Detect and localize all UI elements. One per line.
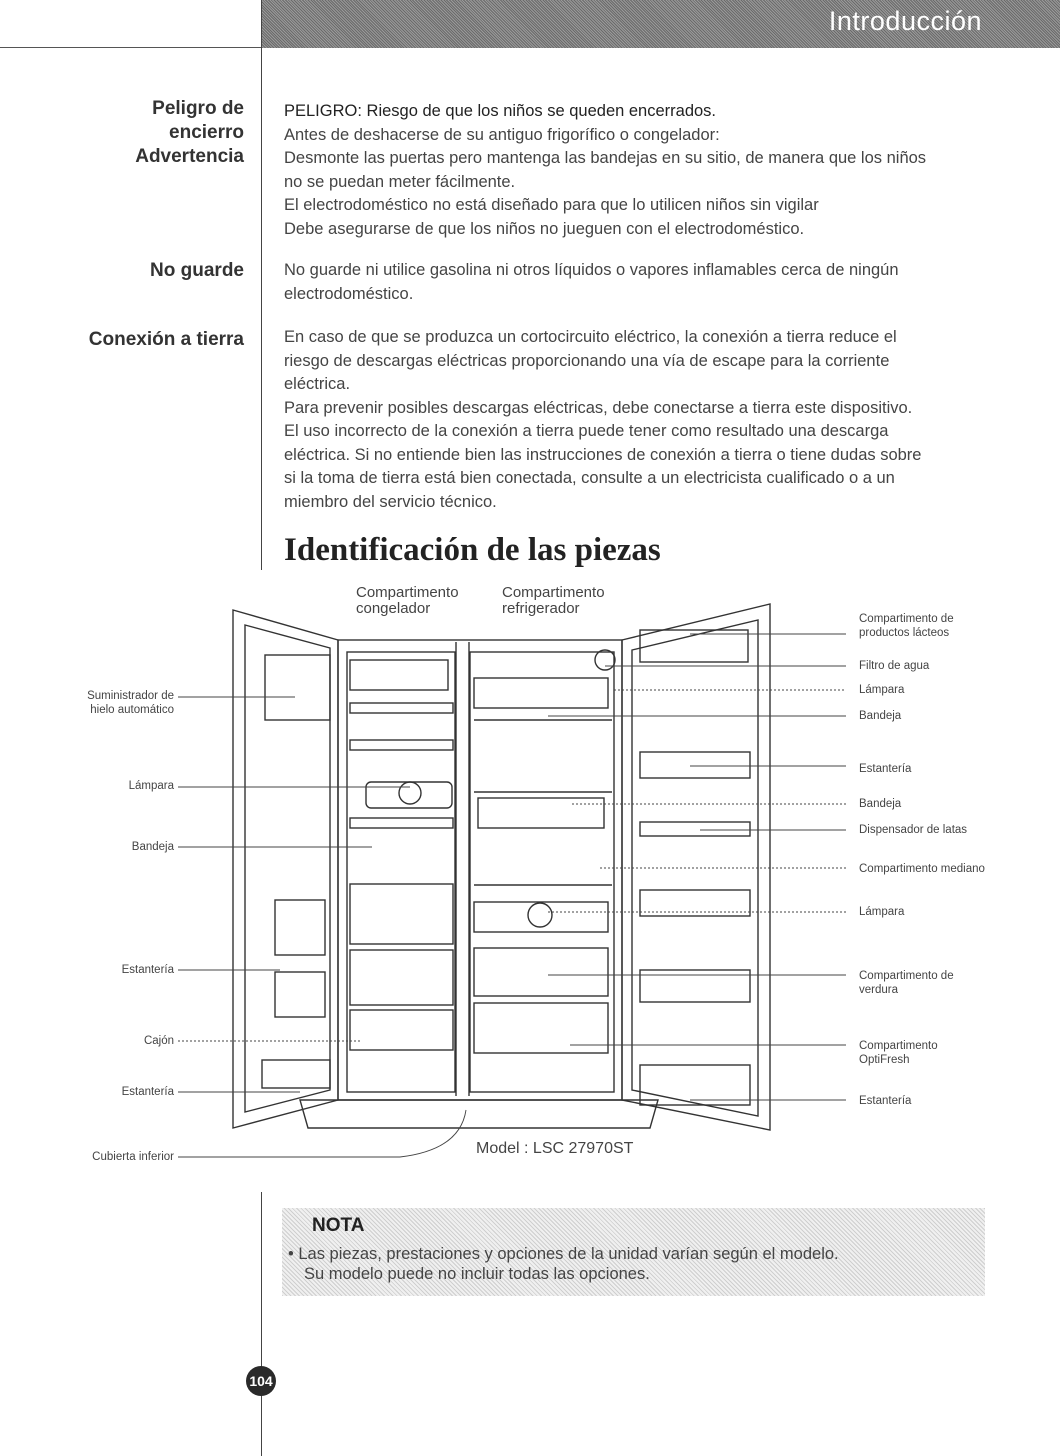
text-line: El electrodoméstico no está diseñado para que lo utilicen niños sin vigilar: [284, 196, 819, 214]
label-line: hielo automático: [90, 704, 174, 716]
label-line: Suministrador de: [87, 690, 174, 702]
freezer-door: [233, 610, 338, 1128]
label-shelf-left-2: Estantería: [121, 1086, 174, 1098]
parts-title: Identificación de las piezas: [284, 532, 661, 568]
can-dispenser: [640, 822, 750, 836]
label-tray-left: Bandeja: [131, 841, 174, 853]
freezer-basket: [350, 950, 453, 1005]
label-shelf-right: Estantería: [859, 763, 912, 775]
label-line: Compartimento: [356, 584, 459, 601]
fridge-door-liner: [632, 620, 758, 1116]
label-line: verdura: [859, 984, 898, 996]
freezer-door-liner: [245, 625, 330, 1112]
label-lamp-right: Lámpara: [859, 684, 905, 696]
label-tray-right: Bandeja: [859, 710, 902, 722]
grounding-heading: Conexión a tierra: [88, 329, 244, 350]
label-drawer: Cajón: [143, 1035, 174, 1047]
warning-text: [284, 100, 984, 241]
label-ice-maker: [0, 689, 174, 717]
fridge-lamp: [528, 903, 552, 927]
label-dairy: [859, 612, 1059, 640]
text-line: si la toma de tierra está bien conectada, consulte a un electricista cualificado o a un: [284, 469, 895, 487]
door-shelf: [640, 1065, 750, 1105]
model-number: Model : LSC 27970ST: [476, 1140, 634, 1157]
text-line: eléctrica.: [284, 375, 351, 393]
door-bin: [262, 1060, 330, 1088]
margin-rule-lower: [261, 1192, 262, 1456]
freezer-shelf: [350, 818, 453, 828]
heading-line: encierro: [169, 122, 244, 143]
fridge-top-shelf: [474, 678, 608, 708]
heading-line: Peligro de: [152, 98, 244, 119]
label-line: refrigerador: [502, 600, 580, 617]
label-lamp-right-2: Lámpara: [859, 906, 905, 918]
freezer-lamp: [399, 782, 421, 804]
header-rule: [0, 47, 262, 48]
text-line: no se puedan meter fácilmente.: [284, 172, 516, 191]
ice-dispenser: [265, 655, 330, 720]
text-line: Antes de deshacerse de su antiguo frigorífico o congelador:: [284, 125, 720, 144]
heading-line: Advertencia: [135, 146, 244, 167]
text-line: El uso incorrecto de la conexión a tierra puede tener como resultado una descarga: [284, 422, 889, 440]
warning-heading: [0, 97, 244, 169]
text-line: riesgo de descargas eléctricas proporcionando una vía de escape para la corriente: [284, 351, 890, 370]
label-line: Compartimento de: [859, 613, 954, 625]
door-bin: [275, 972, 325, 1017]
text-line: Debe asegurarse de que los niños no jueguen con el electrodoméstico.: [284, 219, 805, 238]
water-filter: [595, 650, 615, 670]
chapter-title: Introducción: [828, 6, 982, 36]
door-bin: [275, 900, 325, 955]
label-line: congelador: [356, 600, 431, 617]
door-shelf: [640, 752, 750, 778]
label-line: OptiFresh: [859, 1054, 910, 1066]
storage-heading: No guarde: [150, 260, 244, 281]
text-line: miembro del servicio técnico.: [284, 492, 497, 511]
freezer-basket: [350, 1010, 453, 1050]
text-line: En caso de que se produzca un cortocircuito eléctrico, la conexión a tierra reduce el: [284, 328, 897, 346]
text-line: Para prevenir posibles descargas eléctricas, debe conectarse a tierra este dispositivo.: [284, 398, 913, 417]
label-line: Compartimento de: [859, 970, 954, 982]
freezer-shelf: [350, 703, 453, 713]
text-line: No guarde ni utilice gasolina ni otros líquidos o vapores inflamables cerca de ningún: [284, 261, 899, 279]
text-line: eléctrica. Si no entiende bien las instrucciones de conexión a tierra o tiene dudas sobre: [284, 445, 922, 464]
note-title: NOTA: [312, 1215, 365, 1236]
label-shelf-right-2: Estantería: [859, 1095, 912, 1107]
base-cover: [300, 1100, 658, 1128]
note-line: • Las piezas, prestaciones y opciones de la unidad varían según el modelo.: [288, 1245, 839, 1263]
label-water-filter: Filtro de agua: [859, 660, 930, 672]
page-number: 104: [246, 1366, 276, 1396]
label-line: Compartimento: [502, 584, 605, 601]
label-tray-right-2: Bandeja: [859, 798, 902, 810]
warning-lead: PELIGRO: Riesgo de que los niños se queden encerrados.: [284, 102, 717, 120]
grounding-text: [284, 326, 984, 514]
label-shelf-left: Estantería: [121, 964, 174, 976]
storage-text: [284, 259, 984, 306]
freezer-basket: [350, 884, 453, 944]
leader-line: [178, 1110, 466, 1157]
label-optifresh: [859, 1039, 1059, 1067]
note-text: [288, 1244, 839, 1284]
optifresh-drawer: [474, 1003, 608, 1053]
label-middle-compartment: Compartimento mediano: [859, 863, 985, 875]
label-can-dispenser: Dispensador de latas: [859, 824, 968, 836]
label-bottom-cover: Cubierta inferior: [92, 1151, 174, 1163]
text-line: electrodoméstico.: [284, 284, 414, 303]
cabinet-outline: [338, 640, 622, 1100]
veg-drawer: [474, 948, 608, 996]
text-line: Desmonte las puertas pero mantenga las bandejas en su sitio, de manera que los niños: [284, 149, 927, 167]
margin-rule: [261, 0, 262, 570]
label-line: Compartimento: [859, 1040, 938, 1052]
label-line: productos lácteos: [859, 627, 950, 639]
fridge-interior: [470, 652, 614, 1092]
freezer-shelf: [350, 740, 453, 750]
note-line: Su modelo puede no incluir todas las opciones.: [304, 1265, 650, 1283]
fridge-door: [622, 604, 770, 1130]
label-lamp-left: Lámpara: [128, 780, 174, 792]
ice-bin: [350, 660, 448, 690]
fridge-tray: [478, 798, 604, 828]
freezer-interior: [347, 652, 455, 1092]
label-vegetable: [859, 969, 1059, 997]
